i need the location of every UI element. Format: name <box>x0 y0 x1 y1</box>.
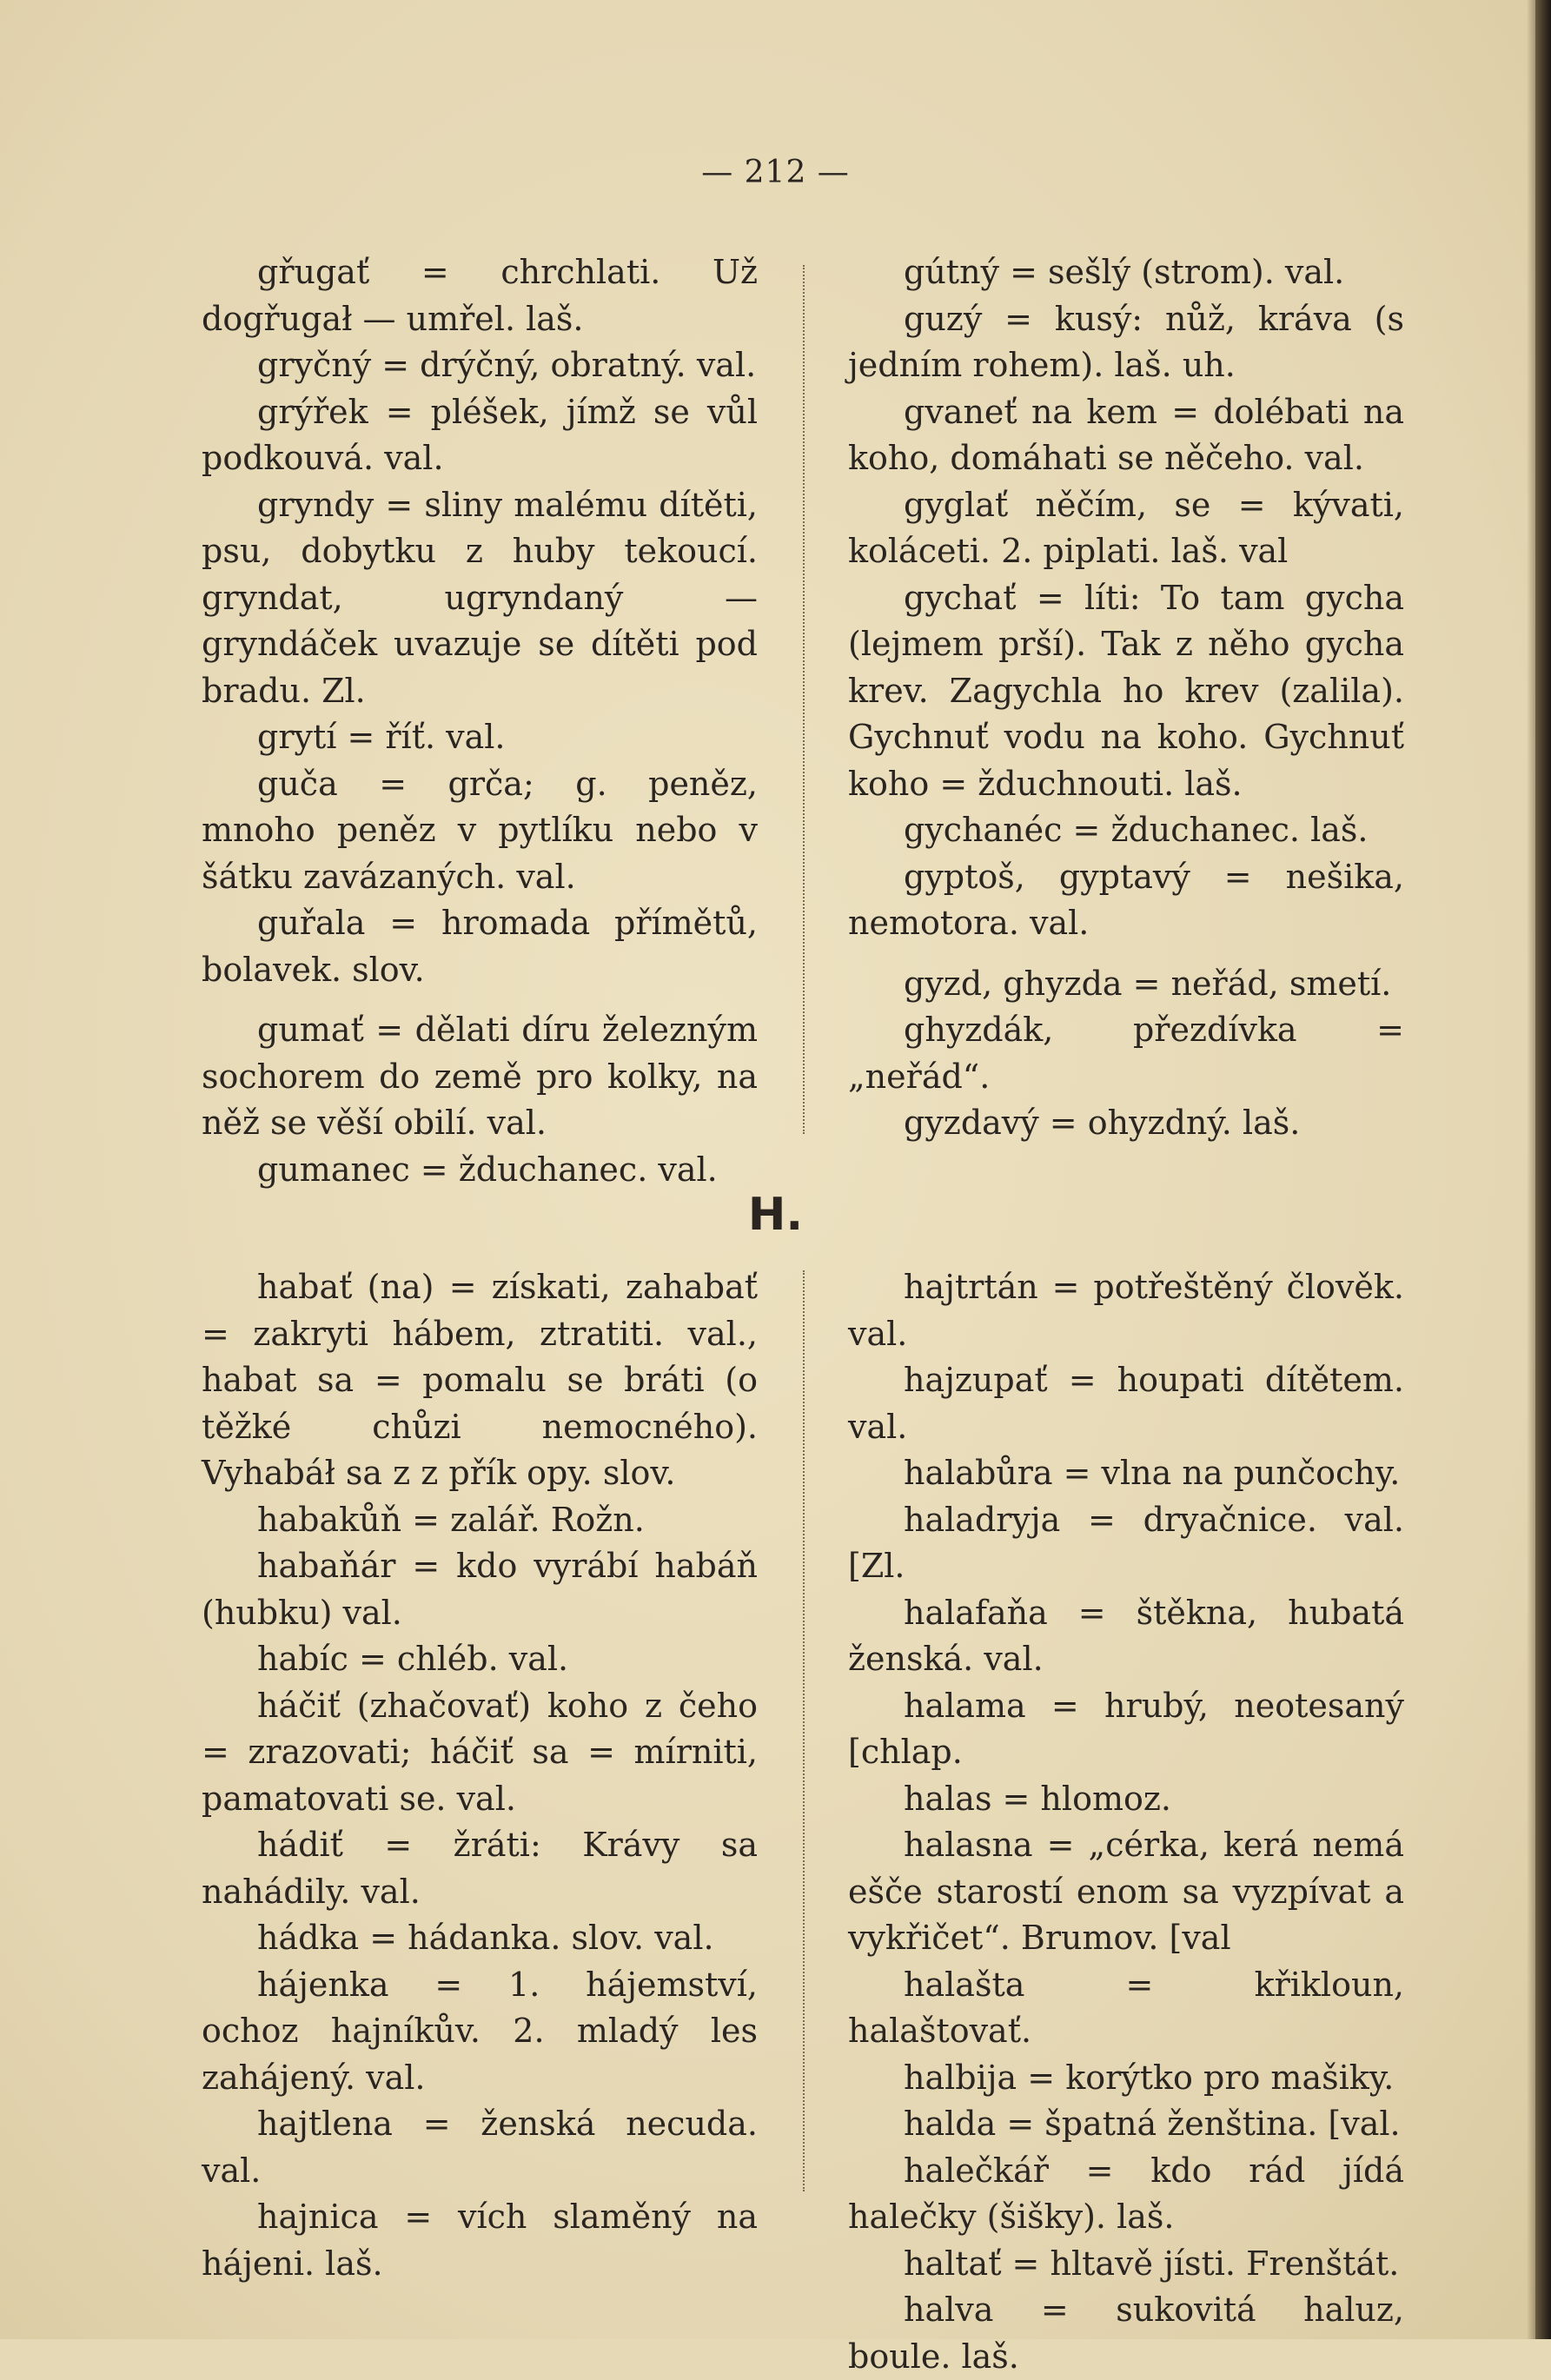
dictionary-entry: guřala = hromada přímětů, bolavek. slov. <box>202 904 758 989</box>
column-top-right <box>848 249 1404 1147</box>
section-letter: H. <box>747 1189 804 1241</box>
dictionary-entry: gryčný = drýčný, obratný. val. <box>257 346 757 384</box>
dictionary-entry: gyglať něčím, se = kývati, koláceti. 2. piplati. laš. val <box>848 485 1404 570</box>
dictionary-entry: guzý = kusý: nůž, kráva (s jedním rohem). laš. uh. <box>848 299 1404 384</box>
dictionary-entry: halva = sukovitá haluz, boule. laš. <box>848 2291 1404 2376</box>
dictionary-entry: halašta = křikloun, halaštovať. <box>848 1965 1404 2050</box>
dictionary-entry: gychať = líti: To tam gycha (lejmem prší). Tak z něho gycha krev. Zagychla ho krev (zalila). Gychnuť vodu na koho. Gychnuť koho = žduchnouti. laš. <box>848 578 1404 803</box>
dictionary-entry: háčiť (zhačovať) koho z čeho = zrazovati; háčiť sa = mírniti, pamatovati se. val. <box>202 1686 758 1818</box>
dictionary-entry: habíc = chléb. val. <box>257 1640 569 1678</box>
column-top-left <box>202 249 758 1193</box>
dictionary-entry: halečkář = kdo rád jídá halečky (šišky). laš. <box>848 2151 1404 2236</box>
dictionary-entry: gumanec = žduchanec. val. <box>257 1150 718 1189</box>
dictionary-entry: gryndy = sliny malému dítěti, psu, dobytku z huby tekoucí. gryndat, ugryndaný — gryndáček uvazuje se dítěti pod bradu. Zl. <box>202 485 758 710</box>
column-bottom-right <box>848 1264 1404 2380</box>
dictionary-entry: hajzupať = houpati dítětem. val. <box>848 1361 1404 1446</box>
dictionary-entry: hádka = hádanka. slov. val. <box>257 1919 714 1957</box>
dictionary-entry: gřugať = chrchlati. Už dogřugał — umřel. laš. <box>202 253 758 338</box>
dictionary-entry: halas = hlomoz. <box>904 1779 1171 1818</box>
dictionary-entry: gútný = sešlý (strom). val. <box>904 253 1345 291</box>
dictionary-entry: hajnica = vích slaměný na hájeni. laš. <box>202 2198 758 2283</box>
dictionary-entry: haladryja = dryačnice. val. [Zl. <box>848 1500 1404 1585</box>
column-divider-bottom <box>803 1270 805 2191</box>
dictionary-entry: haltať = hltavě jísti. Frenštát. <box>904 2244 1400 2283</box>
dictionary-entry: grýřek = pléšek, jímž se vůl podkouvá. val. <box>202 392 758 477</box>
dictionary-entry: hádiť = žráti: Krávy sa nahádily. val. <box>202 1826 758 1911</box>
dictionary-entry: halbija = korýtko pro mašiky. <box>904 2058 1395 2097</box>
dictionary-entry: habakůň = zalář. Rožn. <box>257 1500 645 1539</box>
dictionary-entry: halafaňa = štěkna, hubatá ženská. val. <box>848 1593 1404 1678</box>
dictionary-entry: gumať = dělati díru železným sochorem do země pro kolky, na něž se věší obilí. val. <box>202 1011 758 1142</box>
dictionary-entry: halama = hrubý, neotesaný [chlap. <box>848 1686 1404 1771</box>
dictionary-entry: gyzdavý = ohyzdný. laš. <box>904 1104 1301 1142</box>
book-spine-shadow <box>1527 0 1535 2339</box>
dictionary-entry: gyptoš, gyptavý = nešika, nemotora. val. <box>848 857 1404 942</box>
dictionary-entry: gyzd, ghyzda = neřád, smetí. <box>904 964 1392 1003</box>
dictionary-entry: halda = špatná ženština. [val. <box>904 2105 1401 2143</box>
dictionary-entry: hajtrtán = potřeštěný člověk. val. <box>848 1268 1404 1353</box>
dictionary-entry: grytí = říť. val. <box>257 718 506 756</box>
dictionary-entry: habaňár = kdo vyrábí habáň (hubku) val. <box>202 1547 758 1632</box>
dictionary-entry: hájenka = 1. hájemství, ochoz hajníkův. 2. mladý les zahájený. val. <box>202 1965 758 2097</box>
dictionary-entry: hajtlena = ženská necuda. val. <box>202 2105 758 2190</box>
column-divider-top <box>803 265 805 1134</box>
dictionary-entry: gvaneť na kem = dolébati na koho, domáhati se něčeho. val. <box>848 392 1404 477</box>
dictionary-entry: gychanéc = žduchanec. laš. <box>904 811 1369 849</box>
dictionary-entry: halabůra = vlna na punčochy. <box>904 1454 1401 1492</box>
page-number: — 212 — <box>701 155 850 190</box>
dictionary-entry: habať (na) = získati, zahabať = zakryti hábem, ztratiti. val., habat sa = pomalu se bráti (o těžké chůzi nemocného). Vyhabáł sa z z přík opy. slov. <box>202 1268 758 1492</box>
dictionary-entry: guča = grča; g. peněz, mnoho peněz v pytlíku nebo v šátku zavázaných. val. <box>202 764 758 896</box>
dictionary-entry: ghyzdák, přezdívka = „neřád“. <box>848 1011 1404 1096</box>
book-spine <box>1535 0 1551 2339</box>
column-bottom-left <box>202 1264 758 2287</box>
dictionary-entry: halasna = „cérka, kerá nemá ešče starostí enom sa vyzpívat a vykřičet“. Brumov. [val <box>848 1826 1404 1957</box>
